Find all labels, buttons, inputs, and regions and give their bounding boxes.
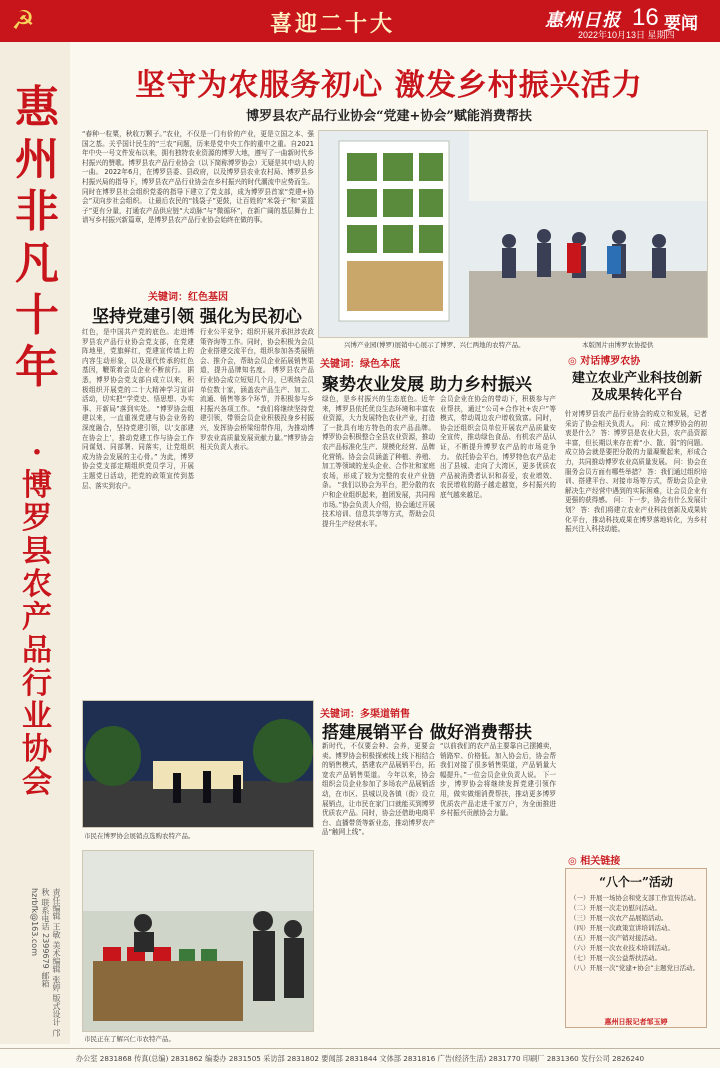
section-column: 红色，是中国共产党的底色。走进博罗县农产品行业协会党支部，在党建阵地里，党旗鲜红，党建宣传墙上的内容生动形象，以及现代传承的红色基因，鞭策着会员企业不断前行。 据悉，博罗协会党支部自成立以来，积极组织开展党的二十大精神学习宣讲活动，切实把“学党史、悟思想、办实事、开新局”落到实处。 “博罗协会组建以来，一直重视党建与协会业务的深度融合，坚持党建引领，以‘支部建在协会上’，推动党建工作与协会工作同谋划、同部署、同落实，让党组织成为协会发展的主心骨。” 为此，博罗协会党支部定期组织党员学习，开展主题党日活动，把党的政策宣传到基层、落实到农户。 xyxy=(82,328,194,490)
dialog-keyword: ◎ 对话博罗农协 xyxy=(568,356,641,367)
section-column: 绿色，是乡村振兴的生态底色。近年来，博罗县依托优良生态环境和丰富农业资源，大力发展特色农业产业，打造了一批具有地方特色的农产品品牌。 博罗协会积极整合全县农业资源，推动农产品标准化生产、规模化经营、品牌化营销。协会会员涵盖了种植、养殖、加工等领域的龙头企业、合作社和家庭农场，形成了较为完整的农业产业链条。 “我们以协会为平台，把分散的农户和企业组织起来，抱团发展，共同闯市场。”协会负责人介绍，协会通过开展技术培训、信息共享等方式，帮助会员提升生产经营水平。 xyxy=(322,395,435,528)
masthead-banner xyxy=(0,0,720,42)
page-footer: 办公室 2831868 传真(总编) 2831862 编委办 2831505 采访部 2831802 要闻部 2831844 文体部 2831816 广告(经济生活) 2831770 印刷厂 2831360 发行公司 2826240 xyxy=(0,1048,720,1068)
vertical-title: 惠州非凡十年 xyxy=(15,82,59,393)
photo-credit: 本版图片由博罗农协提供 xyxy=(582,341,654,349)
main-photo-caption: 兴博产业园(博罗)展销中心展示了博罗、兴仁两地的农特产品。 xyxy=(344,341,525,349)
list-item: （八）开展一次“党建+协会”主题党日活动。 xyxy=(570,964,700,972)
section-keyword: 关键词：绿色本底 xyxy=(320,359,400,370)
section-keyword: 关键词：多渠道销售 xyxy=(320,709,410,720)
list-item: （六）开展一次农业技术培训活动。 xyxy=(570,944,674,952)
related-keyword-text: 相关链接 xyxy=(580,856,621,867)
stall-photo-caption: 市民正在了解兴仁市农特产品。 xyxy=(84,1035,175,1043)
night-photo-caption: 市民在博罗协会展销点选购农特产品。 xyxy=(84,832,195,840)
page-number: 16 xyxy=(632,4,659,31)
related-list xyxy=(570,893,704,973)
section-column: “以前我们的农产品主要靠自己摆摊卖，销路窄、价格低。加入协会后，协会帮我们对接了很多销售渠道，产品销量大幅提升。”一位会员企业负责人说。 下一步，博罗协会将继续发挥党建引领作用，做实做细消费帮扶，推动更多博罗优质农产品走进千家万户，为全面推进乡村振兴贡献协会力量。 xyxy=(440,742,556,818)
issue-date: 2022年10月13日 星期四 xyxy=(578,30,675,40)
party-emblem-icon: ☭ xyxy=(11,6,35,36)
section-name: 要闻 xyxy=(664,14,698,34)
exhibition-hall-photo xyxy=(318,130,708,338)
list-item: （七）开展一次公益帮扶活动。 xyxy=(570,954,661,962)
page-subtitle: 博罗县农产品行业协会“党建+协会”赋能消费帮扶 xyxy=(246,109,532,124)
editor-credits: 责任编辑 王敏 美术编辑 张婷 版式设计 邝 秋 联系电话 2399679 邮箱 hzrbfk@163.com xyxy=(30,888,61,1037)
related-title: “八个一”活动 xyxy=(599,875,673,889)
section-title: 坚持党建引领 强化为民初心 xyxy=(92,307,302,327)
section-title: 聚势农业发展 助力乡村振兴 xyxy=(322,375,532,395)
related-links-box xyxy=(565,868,707,1028)
article-intro: “春种一粒粟，秋收万颗子。”农业，不仅是一门有价的产业，更是立国之本、强国之基。关乎国计民生的“三农”问题，历来是党中央工作的重中之重。自2021年中央一号文件发布以来，拥有独特农业资源的博罗大地，遵写了一曲新时代乡村振兴的赞歌。博罗县农产品行业协会（以下简称博罗协会）无疑是其中动人的一曲。 2022年6月，在博罗县委、县政府，以及博罗县农业农村局、博罗县乡村振兴局的指导下，博罗县农产品行业协会在乡村振兴的时代潮流中应势而生。同时在博罗县社会组织党委的指导下建立了党支部，成为博罗县首家“党建+协会”双向步社会组织。 让最后农民的“钱袋子”更鼓，让百姓的“米袋子”和“菜篮子”更有分量，打通农产品供应链“大动脉”与“微循环”，在新广阔的基层舞台上谱写乡村振兴新篇章，是博罗县农产品行业协会始终在做的事。 xyxy=(82,130,314,225)
dialog-keyword-text: 对话博罗农协 xyxy=(580,356,641,367)
related-keyword: ◎ 相关链接 xyxy=(568,856,621,867)
section-title: 搭建展销平台 做好消费帮扶 xyxy=(322,723,532,743)
list-item: （四）开展一次政策宣讲培训活动。 xyxy=(570,924,674,932)
night-market-photo xyxy=(82,700,314,828)
dialog-text: 针对博罗县农产品行业协会的成立和发展，记者采访了协会相关负责人。 问：成立博罗协会的初衷是什么？ 答：博罗县是农业大县，农产品资源丰富，但长期以来存在着“小、散、弱”的问题。成立协会就是要把分散的力量凝聚起来，形成合力，共同推动博罗农业高质量发展。 问：协会在服务会员方面有哪些举措？ 答：我们通过组织培训、搭建平台、对接市场等方式，帮助会员企业解决生产经营中遇到的实际困难，让会员企业有更强的获得感。 问：下一步，协会有什么发展计划？ 答：我们将建立农业产业科技创新及成果转化平台，推动科技成果在博罗落地转化，为乡村振兴注入科技动能。 xyxy=(565,410,707,534)
dialog-title: 建立农业产业科技创新及成果转化平台 xyxy=(571,371,702,403)
banner-title: 喜迎二十大 xyxy=(270,11,396,37)
section-column: 行业公平竞争；组织开展并承担涉农政策咨询等工作。同时，协会积极为会员企业搭建交流平台，组织参加各类展销会、推介会，帮助会员企业拓展销售渠道，提升品牌知名度。 博罗县农产品行业协会成立短短几个月，已吸纳会员单位数十家，涵盖农产品生产、加工、流通、销售等多个环节，并积极参与乡村振兴各项工作。 “我们将继续坚持党建引领，带领会员企业积极投身乡村振兴，发挥协会桥梁纽带作用，为推动博罗农业高质量发展贡献力量。”博罗协会相关负责人表示。 xyxy=(200,328,314,452)
list-item: （五）开展一次产销对接活动。 xyxy=(570,934,661,942)
page-title: 坚守为农服务初心 激发乡村振兴活力 xyxy=(135,68,643,103)
reporter-credit: 惠州日报记者邹玉婷 xyxy=(604,1017,668,1026)
paper-name: 惠州日报 xyxy=(545,10,621,31)
list-item: （三）开展一次农产品展销活动。 xyxy=(570,914,668,922)
list-item: （一）开展一场协会和党支部工作宣传活动。 xyxy=(570,894,700,902)
section-column: 新时代，不仅要会种、会养，更要会卖。博罗协会积极探索线上线下相结合的销售模式，搭建农产品展销平台，拓宽农产品销售渠道。 今年以来，协会组织会员企业参加了多场农产品展销活动，在市区、县城以及各镇（街）设立展销点，让市民在家门口就能买到博罗优质农产品。同时，协会还借助电商平台、直播带货等新业态，推动博罗农产品“触网上线”。 xyxy=(322,742,435,837)
product-stall-photo xyxy=(82,850,314,1032)
vertical-subtitle: ·博罗县农产品行业协会 xyxy=(22,435,52,800)
section-keyword: 关键词：红色基因 xyxy=(148,292,228,303)
section-column: 会员企业在协会的带动下，积极参与产业帮扶，通过“公司+合作社+农户”等模式，带动周边农户增收致富。同时，协会还组织会员单位开展农产品质量安全宣传，推动绿色食品、有机农产品认证，不断提升博罗农产品的市场竞争力。 依托协会平台，博罗特色农产品走出了县城、走向了大湾区，更多优质农产品被消费者认识和喜爱，农业增效、农民增收的路子越走越宽，乡村振兴的底气越来越足。 xyxy=(440,395,556,499)
list-item: （二）开展一次走访慰问活动。 xyxy=(570,904,661,912)
